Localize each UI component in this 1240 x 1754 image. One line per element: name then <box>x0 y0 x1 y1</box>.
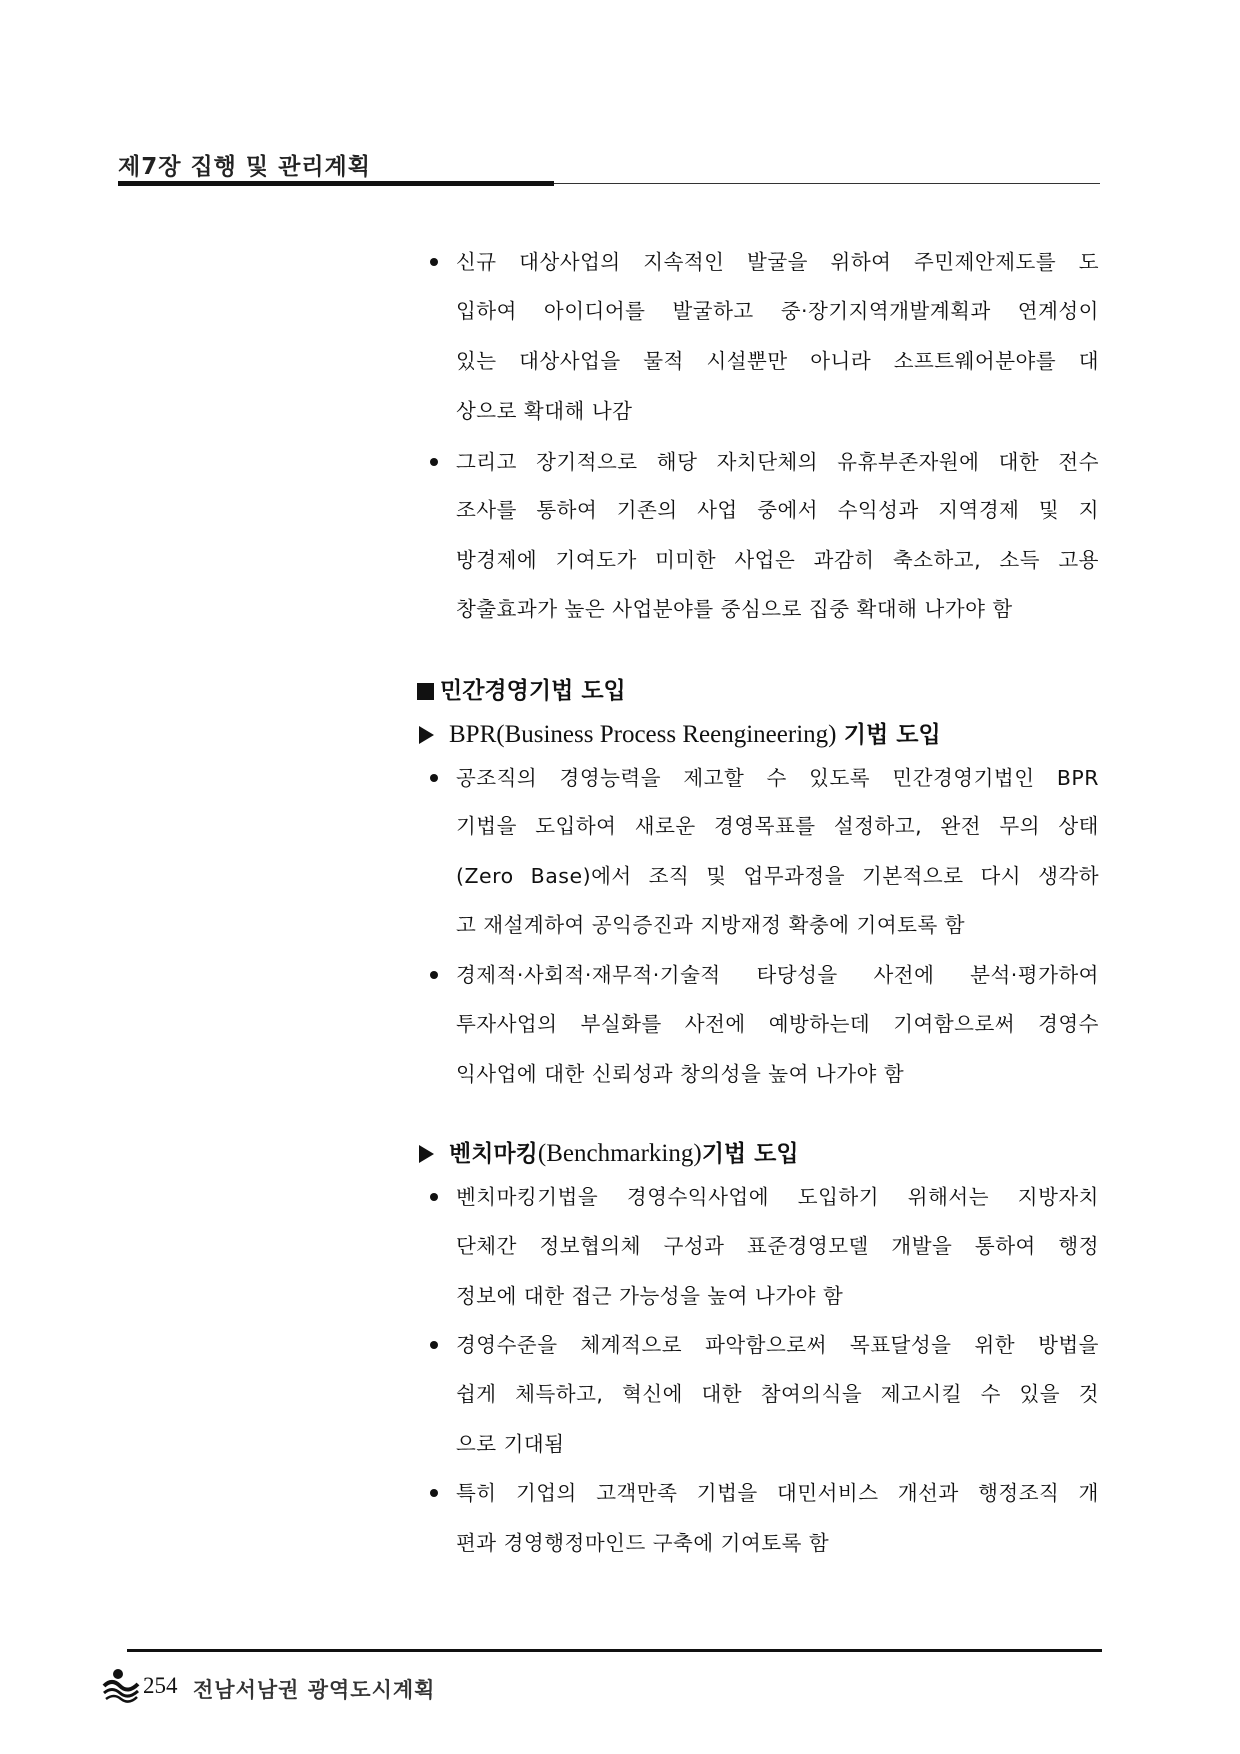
subheading-bpr <box>449 721 941 749</box>
paragraph-line: 그리고 장기적으로 해당 자치단체의 유휴부존자원에 대한 전수 <box>456 450 1099 474</box>
bullet-dot-icon <box>430 774 438 782</box>
paragraph-line: 정보에 대한 접근 가능성을 높여 나가야 함 <box>456 1284 844 1308</box>
header-rule-thick <box>118 181 554 186</box>
page-number: 254 <box>143 1673 178 1698</box>
bpr-title-en: BPR(Business Process Reengineering) <box>449 721 837 748</box>
book-title: 전남서남권 광역도시계획 <box>193 1678 436 1702</box>
paragraph-line: 단체간 정보협의체 구성과 표준경영모델 개발을 통하여 행정 <box>456 1234 1099 1258</box>
paragraph-line: 경영수준을 체계적으로 파악함으로써 목표달성을 위한 방법을 <box>456 1333 1099 1357</box>
paragraph-line: 경제적·사회적·재무적·기술적 타당성을 사전에 분석·평가하여 <box>456 963 1099 987</box>
paragraph-line: 익사업에 대한 신뢰성과 창의성을 높여 나가야 함 <box>456 1062 905 1086</box>
bench-title-ko: 벤치마킹 <box>449 1141 538 1167</box>
bench-title-en: (Benchmarking) <box>537 1140 702 1167</box>
section-heading: 민간경영기법 도입 <box>440 678 626 704</box>
paragraph-line: 편과 경영행정마인드 구축에 기여토록 함 <box>456 1531 830 1555</box>
paragraph-line: 특히 기업의 고객만족 기법을 대민서비스 개선과 행정조직 개 <box>456 1481 1099 1505</box>
paragraph-line: 고 재설계하여 공익증진과 지방재정 확충에 기여토록 함 <box>456 913 966 937</box>
bullet-dot-icon <box>430 971 438 979</box>
bullet-dot-icon <box>430 1341 438 1349</box>
square-bullet-icon <box>417 683 434 700</box>
paragraph-line: 입하여 아이디어를 발굴하고 중·장기지역개발계획과 연계성이 <box>456 299 1099 323</box>
triangle-bullet-icon <box>419 726 434 744</box>
logo-icon <box>102 1668 140 1708</box>
paragraph-line: 상으로 확대해 나감 <box>456 399 633 423</box>
bullet-dot-icon <box>430 1193 438 1201</box>
bullet-dot-icon <box>430 458 438 466</box>
paragraph-line: 쉽게 체득하고, 혁신에 대한 참여의식을 제고시킬 수 있을 것 <box>456 1382 1099 1406</box>
paragraph-line: 공조직의 경영능력을 제고할 수 있도록 민간경영기법인 BPR <box>456 766 1099 790</box>
triangle-bullet-icon <box>419 1145 434 1163</box>
paragraph-line: 조사를 통하여 기존의 사업 중에서 수익성과 지역경제 및 지 <box>456 498 1099 522</box>
subheading-benchmarking <box>449 1140 799 1168</box>
bullet-dot-icon <box>430 1489 438 1497</box>
paragraph-line: 창출효과가 높은 사업분야를 중심으로 집중 확대해 나가야 함 <box>456 597 1013 621</box>
paragraph-line: 으로 기대됨 <box>456 1432 565 1456</box>
paragraph-line: (Zero Base)에서 조직 및 업무과정을 기본적으로 다시 생각하 <box>456 864 1099 888</box>
paragraph-line: 기법을 도입하여 새로운 경영목표를 설정하고, 완전 무의 상태 <box>456 814 1099 838</box>
footer-rule <box>127 1649 1102 1652</box>
paragraph-line: 신규 대상사업의 지속적인 발굴을 위하여 주민제안제도를 도 <box>456 250 1099 274</box>
chapter-title: 제7장 집행 및 관리계획 <box>118 154 371 180</box>
bpr-title-ko: 기법 도입 <box>843 722 941 748</box>
bench-title-ko2: 기법 도입 <box>701 1141 799 1167</box>
paragraph-line: 방경제에 기여도가 미미한 사업은 과감히 축소하고, 소득 고용 <box>456 548 1099 572</box>
paragraph-line: 벤치마킹기법을 경영수익사업에 도입하기 위해서는 지방자치 <box>456 1185 1099 1209</box>
paragraph-line: 투자사업의 부실화를 사전에 예방하는데 기여함으로써 경영수 <box>456 1012 1099 1036</box>
paragraph-line: 있는 대상사업을 물적 시설뿐만 아니라 소프트웨어분야를 대 <box>456 349 1099 373</box>
bullet-dot-icon <box>430 258 438 266</box>
